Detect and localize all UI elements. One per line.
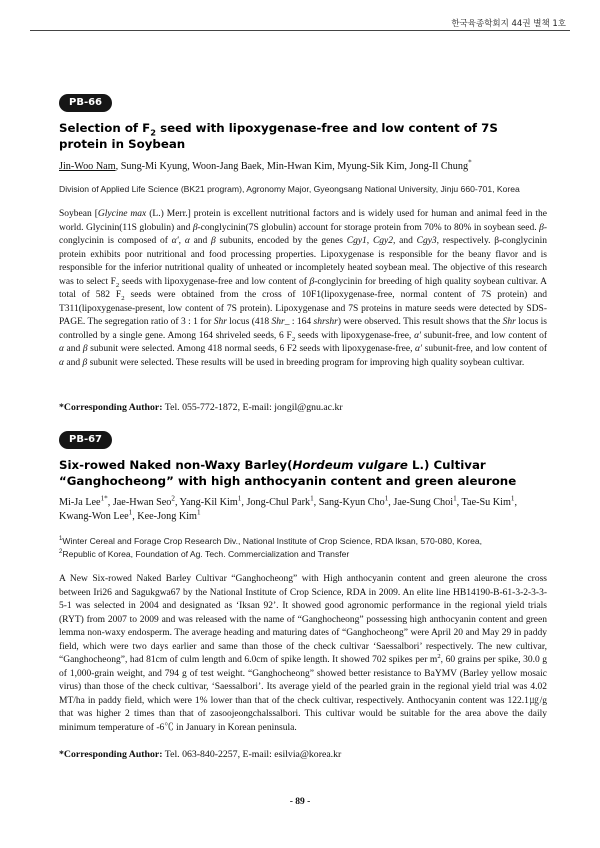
abstract-title: Selection of $F_2$ seed with lipoxygenase-free and low content of 7S protein in Soybean — [59, 121, 498, 151]
corresponding-author: *Corresponding Author: Tel. 063-840-2257, E-mail: esilvia@korea.kr — [59, 749, 342, 760]
abstract-id-badge: PB-66 — [59, 94, 112, 112]
abstract-body: A New Six-rowed Naked Barley Cultivar “Ganghocheong” with High anthocyanin content and green aleurone the cross between Iri26 and Sagukgwa67 by the National Institute of Crop Science, RDA in 2009. An elite line HB14190-B-61-3-2-3-3-5-1 was selected in 2004 and designated as ‘Iksan 92’. It showed good agronomic performance in the regional yield trials (RYT) from 2007 to 2009 and was released with the name of “Ganghocheong” possessing high anthocyanin content and green lemma non-waxy endosperm. The average heading and maturing dates of “Ganghocheong” were April 20 and May 29 in paddy field, which were two days earlier and same than those of the check cultivar ‘Saessalbori’ respectively. The new cultivar, “Ganghocheong”, had 81cm of culm length and 6.0cm of spike length. It showed 702 spikes per $m^2$, 60 grains per spike, 30.0 g of 1,000-grain weight, and 794 g of test weight. “Ganghocheong” showed better resistance to BaYMV (Barley yellow mosaic virus) than those of the check cultivar, ‘Saessalbori’. Its average yield of the pearled grain in the regional yield trial was 4.02 MT/ha in paddy field, which were 1% lower than that of the check cultivar, respectively. Anthocyanin content was 122.1㎍/g that was higher 2 times than that of zasoojeongchalssalbori. This cultivar would be suitable for the area above the daily minimum temperature of -6℃ in January in Korean peninsula. — [59, 574, 547, 734]
affiliation: $^1$Winter Cereal and Forage Crop Research Div., National Institute of Crop Science, RDA Iksan, 570-080, Korea, $^2$Republic of Korea, Foundation of Ag. Tech. Commercialization and Transfer — [59, 536, 483, 559]
corresponding-author: *Corresponding Author: Tel. 055-772-1872, E-mail: jongil@gnu.ac.kr — [59, 402, 343, 413]
presenting-author: Jin-Woo Nam — [59, 161, 116, 172]
author-list: Jin-Woo Nam, Sung-Mi Kyung, Woon-Jang Baek, Min-Hwan Kim, Myung-Sik Kim, Jong-Il Chung* — [59, 158, 472, 172]
header-rule — [30, 30, 570, 31]
affiliation: Division of Applied Life Science (BK21 program), Agronomy Major, Gyeongsang National University, Jinju 660-701, Korea — [59, 184, 520, 194]
running-header: 한국육종학회지 44권 별책 1호 — [451, 19, 566, 29]
abstract-id-badge: PB-67 — [59, 431, 112, 449]
abstract-title: Six-rowed Naked non-Waxy Barley(Hordeum vulgare L.) Cultivar “Ganghocheong” with high anthocyanin content and green aleurone — [59, 458, 517, 488]
author-list: Mi-Ja Lee$^{1*}$, Jae-Hwan Seo$^2$, Yang-Kil Kim$^1$, Jong-Chul Park$^1$, Sang-Kyun Cho$^1$, Jae-Sung Choi$^1$, Tae-Su Kim$^1$, Kwang-Won Lee$^1$, Kee-Jong Kim$^1$ — [59, 494, 518, 522]
page-number: - 89 - — [289, 797, 311, 807]
abstract-body: Soybean [Glycine max (L.) Merr.] protein is excellent nutritional factors and is widely used for human and animal feed in the world. Glycinin(11S globulin) and β-conglycinin(7S globulin) account for storage protein from 70% to 80% in soybean seed. β-conglycinin is composed of α', α and β subunits, encoded by the genes Cgy1, Cgy2, and Cgy3, respectively. β-conglycinin protein exhibits poor nutritional and food processing properties. Lipoxygenase is responsible for the beany flavor and is responsible for the inferior nutritional quality of unheated or incompletely heated soybean meal. The objective of this research was to select $F_2$ seeds with lipoxygenase-free and low content of β-conglycinin for breeding of high quality soybean cultivar. A total of 582 $F_2$ seeds were obtained from the cross of 10F1(lipoxygenase-free, normal content of 7S protein) and T311(lipoxygenase-present, low content of 7S protein). Lipoxygenase and 7S proteins in mature seeds were detected by SDS-PAGE. The segregation ratio of 3 : 1 for Shr locus (418 Shr_ : 164 shrshr) were observed. This result shows that the Shr locus is controlled by a single gene. Among 164 shriveled seeds, 6 $F_2$ seeds with lipoxygenase-free, α' subunit-free, and low content of α and β subunit were selected. Among 418 normal seeds, 6 F2 seeds with lipoxygenase-free, α' subunit-free, and low content of α and β subunit were selected. These results will be used in breeding program for improving high quality soybean cultivar. — [59, 209, 548, 369]
